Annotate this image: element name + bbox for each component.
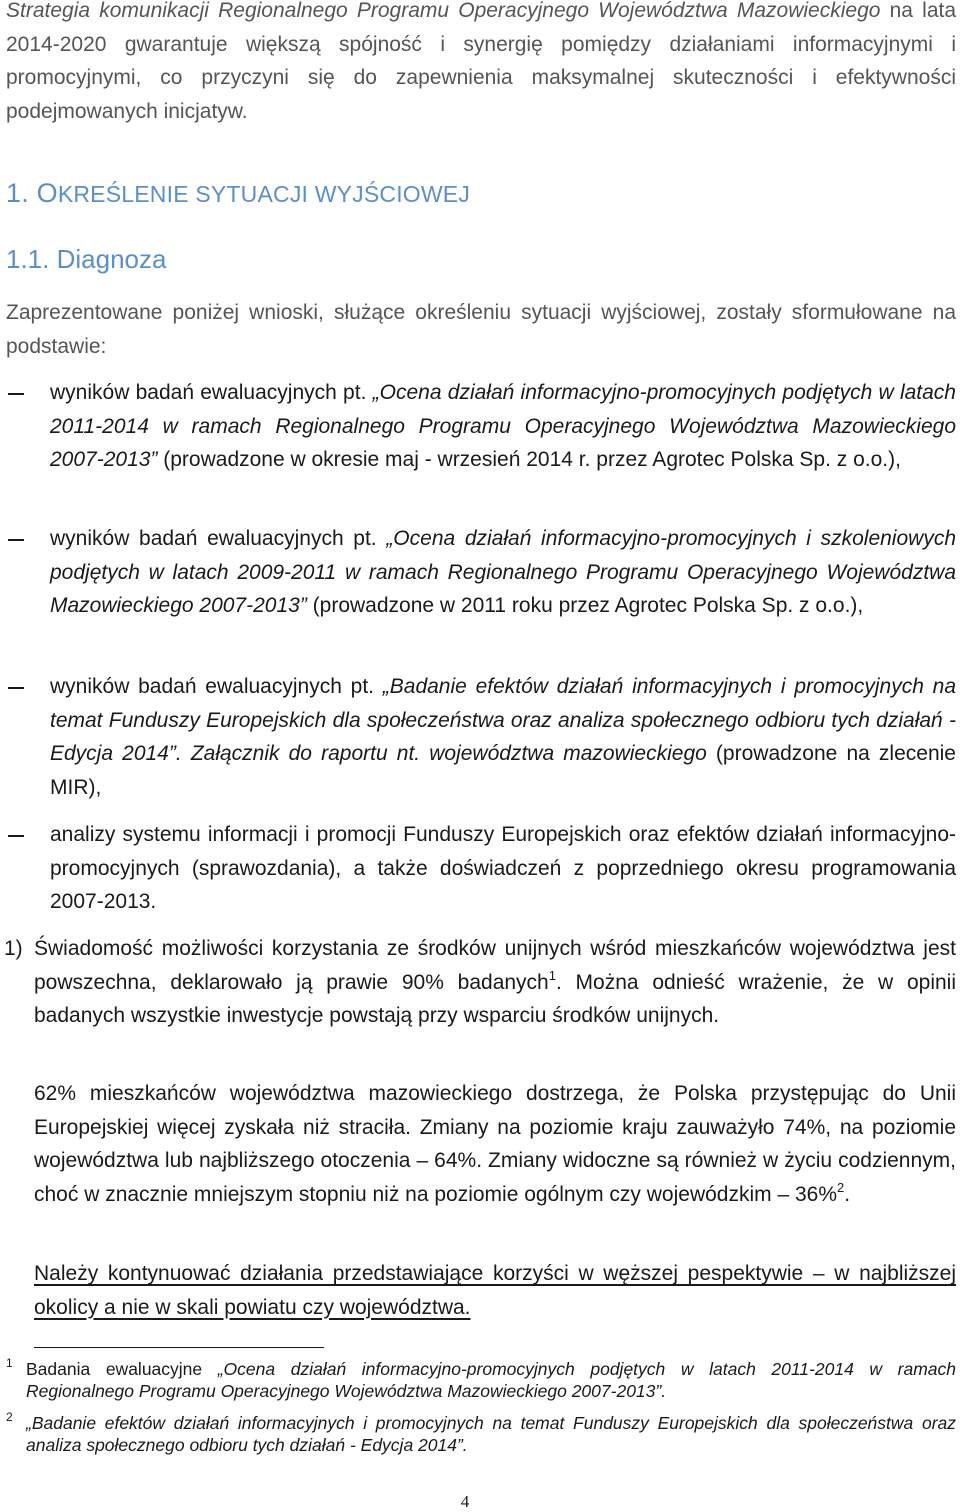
list-item-title: „Ocena działań informacyjno-promocyjnych i szkoleniowych podjętych w latach 2009-2011 w ramach Regionalnego Programu Operacyjnego Województwa Mazowieckiego 2007-2013” (50, 527, 956, 617)
section-title: KREŚLENIE SYTUACJI WYJŚCIOWEJ (57, 181, 471, 207)
list-item-prefix: analizy systemu informacji i promocji Funduszy Europejskich oraz efektów działań informacyjno-promocyjnych (sprawozdania), a także doświadczeń z poprzedniego okresu programowania 2007-2013. (50, 823, 956, 913)
list-item-text (50, 670, 956, 804)
section-heading (6, 178, 470, 209)
finding-text: Świadomość możliwości korzystania ze środków unijnych wśród mieszkańców województwa jest powszechna, deklarowało ją prawie 90% badanych (34, 937, 956, 994)
section-number: 1. (6, 178, 29, 208)
list-item-text (50, 818, 956, 919)
dash-bullet-icon (8, 539, 24, 541)
recommendation-paragraph: Należy kontynuować działania przedstawiające korzyści w węższej pespektywie – w najbliższej okolicy a nie w skali powiatu czy województwa. (34, 1262, 956, 1319)
finding-text: 62% mieszkańców województwa mazowieckiego dostrzega, że Polska przystępując do Unii Europejskiej więcej zyskała niż straciła. Zmiany na poziomie kraju zauważyło 74%, na poziomie województwa lub najbliższego otoczenia – 64%. Zmiany widoczne są również w życiu codziennym, choć w znacznie mniejszym stopniu niż na poziomie ogólnym czy wojewódzkim – 36% (34, 1082, 956, 1206)
list-item-prefix: wyników badań ewaluacyjnych pt. (50, 527, 387, 550)
list-item-suffix: (prowadzone na zlecenie MIR), (50, 742, 956, 799)
section-title-initial: O (36, 178, 58, 208)
finding-text-cont: . Można odnieść wrażenie, że w opinii badanych wszystkie inwestycje powstają przy wsparciu środków unijnych. (34, 970, 957, 1027)
footnote-text (26, 1412, 956, 1456)
list-item-title: „Ocena działań informacyjno-promocyjnych podjętych w latach 2011-2014 w ramach Regionalnego Programu Operacyjnego Województwa Mazowieckiego 2007-2013” (50, 381, 956, 471)
finding-paragraph (34, 932, 956, 1033)
footnote-ref[interactable]: 2 (837, 1179, 845, 1195)
intro-paragraph (6, 0, 956, 128)
footnote-text (26, 1358, 956, 1402)
intro-text: na lata 2014-2020 gwarantuje większą spójność i synergię pomiędzy działaniami informacyjnymi i promocyjnymi, co przyczyni się do zapewnienia maksymalnej skuteczności i efektywności podejmowanych inicjatyw. (6, 0, 957, 123)
dash-bullet-icon (8, 835, 24, 837)
footnote-mark: 1 (6, 1356, 13, 1370)
dash-bullet-icon (8, 393, 24, 395)
subsection-heading: 1.1. Diagnoza (6, 244, 167, 274)
lead-paragraph: Zaprezentowane poniżej wnioski, służące określeniu sytuacji wyjściowej, zostały sformułowane na podstawie: (6, 301, 956, 358)
list-item-suffix: (prowadzone w 2011 roku przez Agrotec Polska Sp. z o.o.), (306, 594, 864, 617)
footnote-ref[interactable]: 1 (548, 967, 556, 983)
list-item-title: „Badanie efektów działań informacyjnych i promocyjnych na temat Funduszy Europejskich dla społeczeństwa oraz analiza społecznego odbioru tych działań - Edycja 2014”. Załącznik do raportu nt. województwa mazowieckiego (50, 675, 956, 765)
finding-paragraph (34, 1077, 956, 1211)
dash-bullet-icon (8, 687, 24, 689)
footnote-prefix: Badania ewaluacyjne (26, 1359, 218, 1379)
page-number: 4 (460, 1492, 470, 1511)
footnote-title: „Ocena działań informacyjno-promocyjnych podjętych w latach 2011-2014 w ramach Regionalnego Programu Operacyjnego Województwa Mazowieckiego 2007-2013”. (26, 1359, 956, 1401)
list-item-text (50, 522, 956, 623)
list-item-prefix: wyników badań ewaluacyjnych pt. (50, 381, 373, 404)
footnote-mark: 2 (6, 1410, 13, 1424)
list-item-suffix: (prowadzone w okresie maj - wrzesień 2014 r. przez Agrotec Polska Sp. z o.o.), (157, 448, 901, 471)
list-item-prefix: wyników badań ewaluacyjnych pt. (50, 675, 383, 698)
finding-text-cont: . (844, 1182, 851, 1206)
footnote-separator (34, 1347, 324, 1348)
footnote-title: „Badanie efektów działań informacyjnych i promocyjnych na temat Funduszy Europejskich dla społeczeństwa oraz analiza społecznego odbioru tych działań - Edycja 2014”. (26, 1413, 956, 1455)
numbered-label: 1) (4, 937, 23, 960)
strategy-title: Strategia komunikacji Regionalnego Programu Operacyjnego Województwa Mazowieckiego (6, 0, 881, 22)
list-item-text (50, 376, 956, 477)
